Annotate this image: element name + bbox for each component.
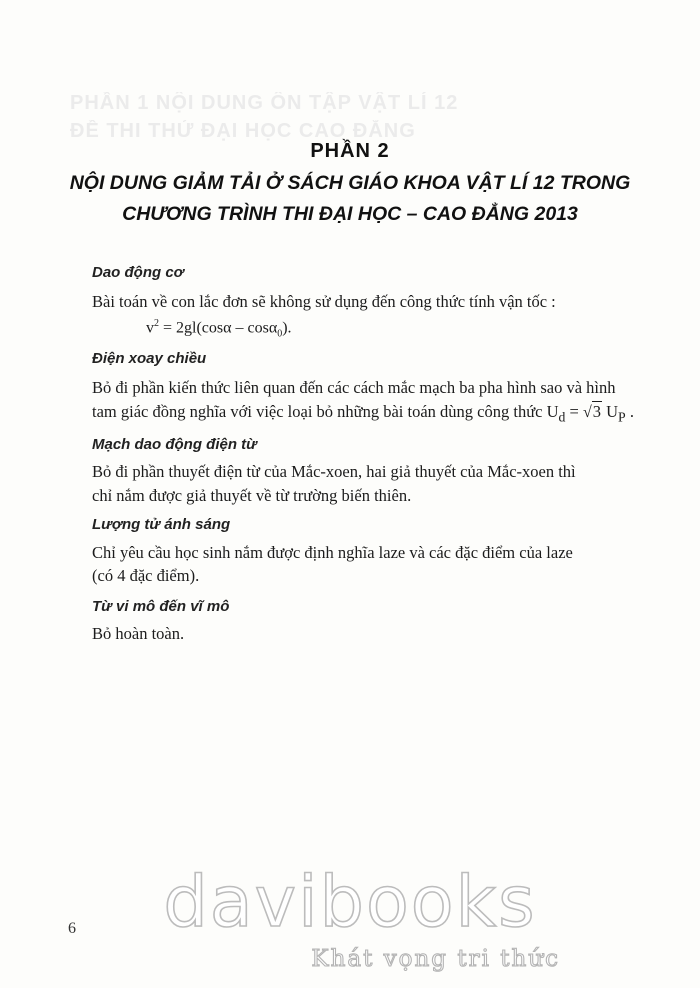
section-text-luong-tu: Chỉ yêu cầu học sinh nắm được định nghĩa laze và các đặc điểm của laze <box>92 543 573 562</box>
bleed-through-text: PHẦN 1 NỘI DUNG ÔN TẬP VẬT LÍ 12 <box>70 92 459 114</box>
section-text-dien-xoay-chieu: Bỏ đi phần kiến thức liên quan đến các cách mắc mạch ba pha hình sao và hình <box>92 378 616 397</box>
section-heading-dien-xoay-chieu: Điện xoay chiều <box>92 350 207 367</box>
part-title: PHẦN 2 <box>310 140 390 162</box>
watermark-tagline: Khát vọng tri thức <box>311 946 560 972</box>
section-heading-dao-dong-co: Dao động cơ <box>92 264 184 281</box>
page-number: 6 <box>68 920 76 937</box>
section-text-dien-xoay-chieu-formula-line: tam giác đồng nghĩa với việc loại bỏ những bài toán dùng công thức $U_d = √3$ $U_P$ . <box>92 402 634 425</box>
section-text-dao-dong-co: Bài toán về con lắc đơn sẽ không sử dụng đến công thức tính vận tốc : <box>92 292 556 311</box>
section-text-mach-dao-dong: chỉ nắm được giả thuyết về từ trường biến thiên. <box>92 486 412 505</box>
section-text-mach-dao-dong: Bỏ đi phần thuyết điện từ của Mắc-xoen, hai giả thuyết của Mắc-xoen thì <box>92 462 576 481</box>
section-heading-luong-tu: Lượng tử ánh sáng <box>92 516 231 533</box>
section-heading-vi-mo: Từ vi mô đến vĩ mô <box>92 598 230 615</box>
section-heading-mach-dao-dong: Mạch dao động điện từ <box>92 436 257 453</box>
bleed-through-text: ĐỀ THI THỬ ĐẠI HỌC CAO ĐẲNG <box>70 120 416 142</box>
watermark-logo: davibooks <box>163 861 537 943</box>
main-title <box>40 168 660 230</box>
main-title-line: CHƯƠNG TRÌNH THI ĐẠI HỌC – CAO ĐẲNG 2013 <box>122 203 578 225</box>
section-text-luong-tu: (có 4 đặc điểm). <box>92 566 200 585</box>
main-title-line: NỘI DUNG GIẢM TẢI Ở SÁCH GIÁO KHOA VẬT LÍ 12 TRONG <box>69 172 631 194</box>
formula-pendulum-velocity: $v^2 = 2gl(\cos\alpha - \cos\alpha_0)$. <box>146 318 292 340</box>
section-text-vi-mo: Bỏ hoàn toàn. <box>92 624 185 643</box>
